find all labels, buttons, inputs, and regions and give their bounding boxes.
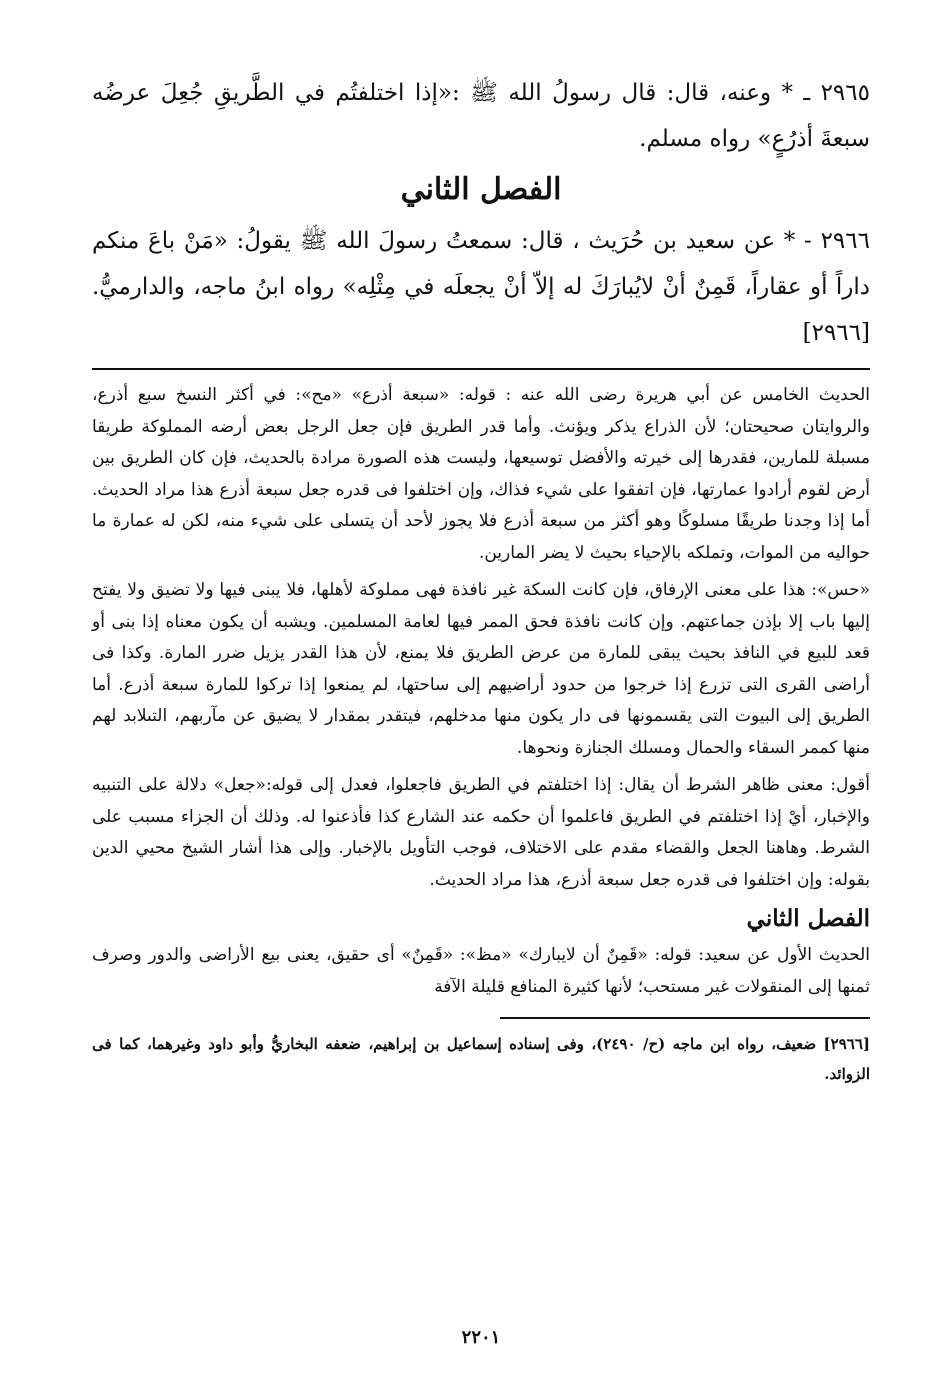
commentary-paragraph-4: الحديث الأول عن سعيد: قوله: «قَمِنٌ أن لايبارك» «مظ»: «قَمِنٌ» أى حقيق، يعنى بيع الأراضى والدور وصرف ثمنها إلى المنقولات غير مستحب؛ لأنها كثيرة المنافع قليلة الآفة [92, 945, 870, 997]
commentary-paragraph-3: أقول: معنى ظاهر الشرط أن يقال: إذا اختلفتم في الطريق فاجعلوا، فعدل إلى قوله:«جعل» دلالة على التنبيه والإخبار، أيْ إذا اختلفتم في الطريق فاعلموا أن حكمه عند الشارع كذا فأذعنوا له. وذلك أن الجزاء مسبب على الشرط. وهاهنا الجعل والقضاء مقدم على الاختلاف، فوجب التأويل بالإخبار. وإلى هذا أشار الشيخ محيي الدين بقوله: وإن اختلفوا فى قدره جعل سبعة أذرع، هذا مراد الحديث. [92, 775, 870, 890]
hadith-2965-text: ٢٩٦٥ ـ * وعنه، قال: قال رسولُ الله ﷺ :«إذا اختلفتُم في الطَّريقِ جُعِلَ عرضُه سبعةَ أذرُعٍ» رواه مسلم. [92, 80, 870, 152]
document-page [92, 70, 870, 1370]
commentary-heading: الفصل الثاني [746, 905, 870, 932]
commentary-paragraph-2: «حس»: هذا على معنى الإرفاق، فإن كانت السكة غير نافذة فهى مملوكة لأهلها، فلا يبنى فيها ولا تضيق ولا يفتح إليها باب إلا بإذن جماعتهم. وإن كانت نافذة فحق الممر فيها لعامة المسلمين. ويشبه أن يكون معناه إذا بنى أو قعد للبيع في النافذ بحيث يبقى للمارة من عرض الطريق فلا يمنع، لأن هذا القدر يزيل ضرر المارة. وكذا فى أراضى القرى التى تزرع إذا خرجوا من حدود أراضيهم إلى ساحتها، لم يمنعوا إذا تركوا للمارة سبعة أذرع. أما الطريق إلى البيوت التى يقسمونها فى دار يكون منها مدخلهم، فيتقدر بمقدار لا يضيق عن مآربهم، التىلابد لهم منها كممر السقاء والحمال ومسلك الجنازة ونحوها. [92, 580, 870, 758]
commentary-section [92, 380, 870, 1003]
footnote-separator [500, 1017, 870, 1019]
page-number: ٢٢٠١ [461, 1327, 501, 1348]
hadith-2966-text: ٢٩٦٦ - * عن سعيد بن حُرَيث ، قال: سمعتُ رسولَ الله ﷺ يقولُ: «مَنْ باعَ منكم داراً أو عقاراً، قَمِنٌ أنْ لايُبارَكَ له إلاّ أنْ يجعلَه في مِثْلِه» رواه ابنُ ماجه، والدارميُّ. [٢٩٦٦] [92, 228, 870, 346]
footnote: [٢٩٦٦] ضعيف، رواه ابن ماجه (ح/ ٢٤٩٠)، وفى إسناده إسماعيل بن إبراهيم، ضعفه البخاريُّ وأبو داود وغيرهما، كما فى الزوائد. [92, 1035, 870, 1083]
commentary-paragraph-1: الحديث الخامس عن أبي هريرة رضى الله عنه : قوله: «سبعة أذرع» «مح»: في أكثر النسخ سبع أذرع، والروايتان صحيحتان؛ لأن الذراع يذكر ويؤنث. وأما قدر الطريق فإن جعل الرجل بعض أرضه المملوكة طريقا مسبلة للمارين، فقدرها إلى خيرته والأفضل توسيعها، وليست هذه الصورة مرادة بالحديث، فإن كان الطريق بين أرض لقوم أرادوا عمارتها، فإن اتفقوا على شيء فذاك، وإن اختلفوا فى قدره جعل سبعة أذرع هذا مراد الحديث. أما إذا وجدنا طريقًا مسلوكًا وهو أكثر من سبعة أذرع فلا يجوز لأحد أن يتسلى على شيء منه، لكن له عمارة ما حواليه من الموات، وتملكه بالإحياء بحيث لا يضر المارين. [92, 385, 870, 563]
section-heading: الفصل الثاني [400, 172, 562, 207]
separator-line [92, 368, 870, 370]
